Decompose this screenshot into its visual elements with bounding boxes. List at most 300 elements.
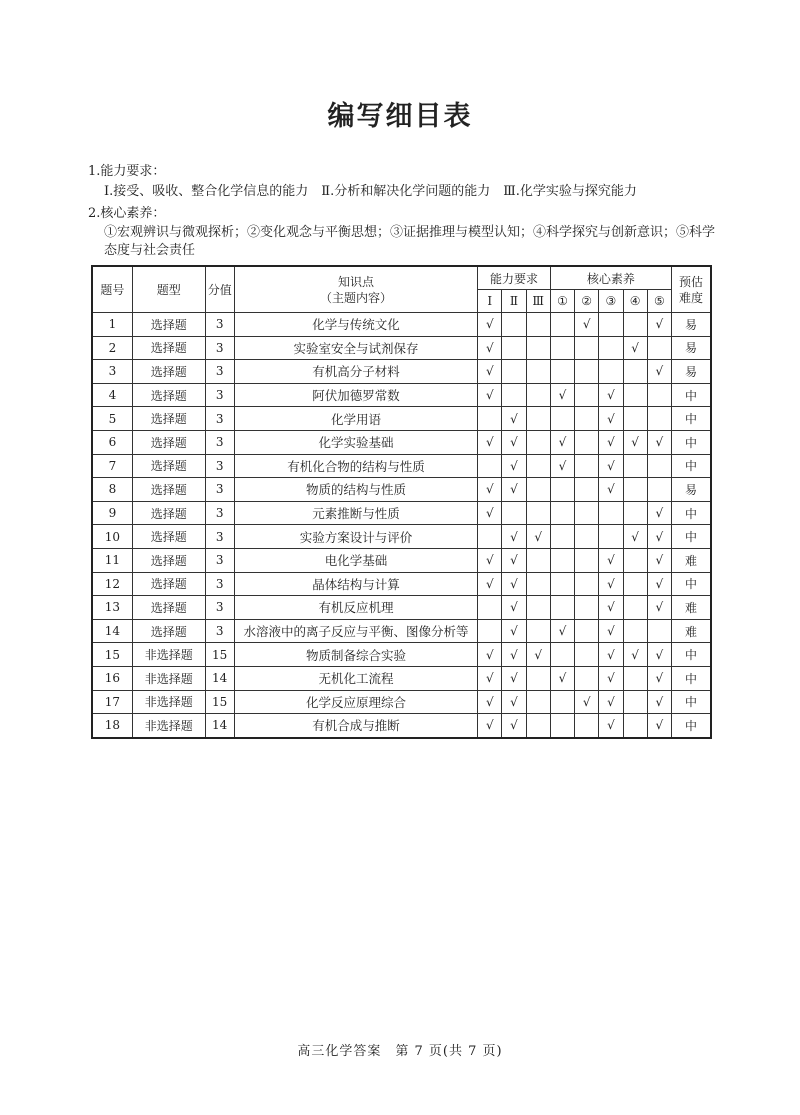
row-topic: 元素推断与性质: [234, 501, 477, 525]
row-score: 3: [205, 454, 234, 478]
literacy-mark-cell: [623, 501, 647, 525]
literacy-mark-cell: [550, 572, 574, 596]
header-ability-group: 能力要求: [478, 266, 551, 290]
literacy-mark-cell: [647, 714, 671, 738]
ability-mark-cell: [502, 572, 526, 596]
check-mark-icon: √: [485, 553, 494, 568]
ability-mark-cell: [478, 548, 502, 572]
literacy-mark-cell: [575, 478, 599, 502]
row-difficulty: 中: [671, 525, 711, 549]
header-literacy-2: ②: [575, 290, 599, 313]
literacy-items: ①宏观辨识与微观探析；②变化观念与平衡思想；③证据推理与模型认知；④科学探究与创新意识；⑤科学态度与社会责任: [104, 225, 716, 258]
ability-mark-cell: [478, 360, 502, 384]
literacy-mark-cell: [623, 336, 647, 360]
ability-mark-cell: [478, 690, 502, 714]
table-row: [92, 666, 711, 690]
check-mark-icon: √: [582, 317, 591, 332]
table-row: [92, 525, 711, 549]
literacy-mark-cell: [647, 525, 671, 549]
literacy-mark-cell: [575, 714, 599, 738]
literacy-mark-cell: [599, 714, 623, 738]
ability-mark-cell: [526, 596, 550, 620]
row-score: 14: [205, 714, 234, 738]
ability-mark-cell: [526, 430, 550, 454]
check-mark-icon: √: [655, 647, 664, 662]
header-difficulty: [671, 266, 711, 313]
check-mark-icon: √: [631, 647, 639, 662]
literacy-mark-cell: [599, 548, 623, 572]
literacy-mark-cell: [575, 666, 599, 690]
literacy-heading: 2.核心素养：: [88, 206, 166, 221]
row-type: 非选择题: [132, 666, 205, 690]
ability-mark-cell: [526, 478, 550, 502]
ability-mark-cell: [502, 525, 526, 549]
literacy-mark-cell: [550, 501, 574, 525]
row-difficulty: 易: [671, 360, 711, 384]
header-type: 题型: [132, 266, 205, 313]
header-difficulty-line2: 难度: [678, 290, 703, 305]
table-row: [92, 383, 711, 407]
row-num: 9: [92, 501, 132, 525]
row-topic: 电化学基础: [234, 548, 477, 572]
row-num: 12: [92, 572, 132, 596]
literacy-mark-cell: [599, 478, 623, 502]
row-difficulty: 中: [671, 430, 711, 454]
literacy-mark-cell: [550, 478, 574, 502]
check-mark-icon: √: [558, 624, 567, 639]
literacy-mark-cell: [575, 596, 599, 620]
ability-mark-cell: [526, 360, 550, 384]
check-mark-icon: √: [510, 671, 518, 686]
ability-mark-cell: [526, 548, 550, 572]
check-mark-icon: √: [607, 553, 615, 568]
literacy-mark-cell: [623, 548, 647, 572]
ability-mark-cell: [478, 501, 502, 525]
check-mark-icon: √: [607, 576, 615, 591]
header-literacy-3: ③: [599, 290, 623, 313]
check-mark-icon: √: [510, 553, 518, 568]
row-score: 3: [205, 525, 234, 549]
ability-mark-cell: [526, 714, 550, 738]
literacy-mark-cell: [575, 501, 599, 525]
row-topic: 阿伏加德罗常数: [234, 383, 477, 407]
check-mark-icon: √: [510, 576, 518, 591]
row-score: 15: [205, 690, 234, 714]
row-topic: 化学反应原理综合: [234, 690, 477, 714]
literacy-mark-cell: [550, 360, 574, 384]
literacy-mark-cell: [550, 313, 574, 337]
row-num: 18: [92, 714, 132, 738]
header-num: 题号: [92, 266, 132, 313]
row-type: 选择题: [132, 360, 205, 384]
literacy-mark-cell: [550, 548, 574, 572]
row-type: 选择题: [132, 383, 205, 407]
literacy-mark-cell: [623, 690, 647, 714]
ability-mark-cell: [478, 666, 502, 690]
header-ability-3: Ⅲ: [526, 290, 550, 313]
literacy-mark-cell: [599, 596, 623, 620]
ability-mark-cell: [526, 666, 550, 690]
ability-mark-cell: [478, 478, 502, 502]
row-topic: 化学用语: [234, 407, 477, 431]
literacy-mark-cell: [575, 572, 599, 596]
row-difficulty: 中: [671, 690, 711, 714]
row-score: 3: [205, 478, 234, 502]
ability-mark-cell: [526, 619, 550, 643]
row-num: 13: [92, 596, 132, 620]
literacy-mark-cell: [599, 383, 623, 407]
table-row: [92, 548, 711, 572]
row-topic: 物质的结构与性质: [234, 478, 477, 502]
check-mark-icon: √: [510, 647, 518, 662]
literacy-mark-cell: [599, 336, 623, 360]
literacy-mark-cell: [550, 407, 574, 431]
literacy-mark-cell: [599, 360, 623, 384]
row-type: 选择题: [132, 336, 205, 360]
check-mark-icon: √: [631, 529, 639, 544]
row-difficulty: 中: [671, 501, 711, 525]
check-mark-icon: √: [655, 694, 664, 709]
ability-mark-cell: [526, 454, 550, 478]
literacy-mark-cell: [550, 643, 574, 667]
check-mark-icon: √: [485, 388, 494, 403]
table-row: [92, 313, 711, 337]
literacy-mark-cell: [599, 454, 623, 478]
literacy-mark-cell: [623, 619, 647, 643]
ability-mark-cell: [502, 360, 526, 384]
literacy-mark-cell: [623, 313, 647, 337]
literacy-mark-cell: [550, 454, 574, 478]
check-mark-icon: √: [485, 694, 494, 709]
literacy-mark-cell: [647, 619, 671, 643]
ability-mark-cell: [526, 572, 550, 596]
ability-mark-cell: [502, 643, 526, 667]
row-score: 3: [205, 596, 234, 620]
literacy-mark-cell: [575, 619, 599, 643]
row-score: 3: [205, 407, 234, 431]
literacy-mark-cell: [550, 666, 574, 690]
ability-mark-cell: [502, 478, 526, 502]
row-score: 3: [205, 619, 234, 643]
row-num: 17: [92, 690, 132, 714]
literacy-mark-cell: [550, 619, 574, 643]
check-mark-icon: √: [510, 411, 518, 426]
ability-mark-cell: [526, 690, 550, 714]
ability-mark-cell: [502, 714, 526, 738]
ability-mark-cell: [478, 525, 502, 549]
check-mark-icon: √: [655, 671, 664, 686]
row-num: 10: [92, 525, 132, 549]
literacy-mark-cell: [623, 478, 647, 502]
row-score: 3: [205, 501, 234, 525]
table-row: [92, 360, 711, 384]
row-difficulty: 难: [671, 548, 711, 572]
check-mark-icon: √: [485, 482, 494, 497]
literacy-mark-cell: [647, 360, 671, 384]
ability-mark-cell: [502, 619, 526, 643]
literacy-mark-cell: [647, 690, 671, 714]
check-mark-icon: √: [607, 624, 615, 639]
header-knowledge-line1: 知识点: [337, 274, 374, 289]
check-mark-icon: √: [510, 458, 518, 473]
row-type: 选择题: [132, 596, 205, 620]
page-footer: 高三化学答案 第 7 页(共 7 页): [297, 1044, 503, 1059]
ability-mark-cell: [478, 383, 502, 407]
check-mark-icon: √: [485, 671, 494, 686]
check-mark-icon: √: [558, 435, 567, 450]
check-mark-icon: √: [510, 529, 518, 544]
row-type: 选择题: [132, 454, 205, 478]
literacy-mark-cell: [623, 454, 647, 478]
ability-mark-cell: [478, 714, 502, 738]
row-difficulty: 中: [671, 643, 711, 667]
header-difficulty-line1: 预估: [678, 274, 703, 289]
ability-heading: 1.能力要求：: [88, 164, 166, 179]
row-difficulty: 中: [671, 666, 711, 690]
row-topic: 无机化工流程: [234, 666, 477, 690]
literacy-mark-cell: [647, 501, 671, 525]
ability-mark-cell: [502, 407, 526, 431]
literacy-mark-cell: [623, 360, 647, 384]
ability-mark-cell: [502, 548, 526, 572]
literacy-mark-cell: [623, 714, 647, 738]
ability-mark-cell: [526, 383, 550, 407]
literacy-mark-cell: [575, 336, 599, 360]
row-topic: 有机高分子材料: [234, 360, 477, 384]
check-mark-icon: √: [485, 364, 494, 379]
row-difficulty: 中: [671, 407, 711, 431]
ability-mark-cell: [526, 336, 550, 360]
literacy-mark-cell: [647, 430, 671, 454]
check-mark-icon: √: [510, 482, 518, 497]
row-topic: 实验室安全与试剂保存: [234, 336, 477, 360]
literacy-mark-cell: [599, 430, 623, 454]
literacy-mark-cell: [623, 525, 647, 549]
literacy-mark-cell: [550, 596, 574, 620]
check-mark-icon: √: [655, 435, 664, 450]
ability-mark-cell: [502, 501, 526, 525]
check-mark-icon: √: [485, 317, 494, 332]
literacy-mark-cell: [550, 336, 574, 360]
check-mark-icon: √: [485, 647, 494, 662]
row-type: 非选择题: [132, 690, 205, 714]
ability-mark-cell: [526, 407, 550, 431]
row-score: 3: [205, 430, 234, 454]
row-num: 5: [92, 407, 132, 431]
check-mark-icon: √: [510, 624, 518, 639]
literacy-mark-cell: [550, 430, 574, 454]
literacy-mark-cell: [599, 666, 623, 690]
check-mark-icon: √: [607, 388, 615, 403]
row-score: 14: [205, 666, 234, 690]
literacy-mark-cell: [647, 454, 671, 478]
check-mark-icon: √: [607, 435, 615, 450]
check-mark-icon: √: [534, 529, 543, 544]
table-row: [92, 430, 711, 454]
check-mark-icon: √: [510, 694, 518, 709]
literacy-mark-cell: [550, 383, 574, 407]
header-literacy-5: ⑤: [647, 290, 671, 313]
check-mark-icon: √: [655, 317, 664, 332]
row-type: 选择题: [132, 619, 205, 643]
literacy-mark-cell: [575, 430, 599, 454]
table-row: [92, 643, 711, 667]
check-mark-icon: √: [655, 600, 664, 615]
row-topic: 实验方案设计与评价: [234, 525, 477, 549]
row-topic: 有机反应机理: [234, 596, 477, 620]
literacy-mark-cell: [647, 336, 671, 360]
literacy-mark-cell: [599, 313, 623, 337]
table-row: [92, 596, 711, 620]
table-row: [92, 619, 711, 643]
header-knowledge: [234, 266, 477, 313]
check-mark-icon: √: [607, 600, 615, 615]
ability-mark-cell: [502, 383, 526, 407]
check-mark-icon: √: [485, 340, 494, 355]
literacy-mark-cell: [623, 407, 647, 431]
ability-mark-cell: [526, 501, 550, 525]
check-mark-icon: √: [534, 647, 543, 662]
check-mark-icon: √: [510, 435, 518, 450]
ability-mark-cell: [478, 430, 502, 454]
check-mark-icon: √: [607, 482, 615, 497]
row-num: 7: [92, 454, 132, 478]
header-ability-1: Ⅰ: [478, 290, 502, 313]
row-topic: 化学实验基础: [234, 430, 477, 454]
literacy-mark-cell: [647, 572, 671, 596]
row-type: 选择题: [132, 501, 205, 525]
check-mark-icon: √: [655, 364, 664, 379]
check-mark-icon: √: [558, 458, 567, 473]
ability-mark-cell: [502, 596, 526, 620]
row-num: 8: [92, 478, 132, 502]
ability-mark-cell: [478, 336, 502, 360]
row-difficulty: 中: [671, 714, 711, 738]
literacy-mark-cell: [599, 690, 623, 714]
ability-mark-cell: [478, 454, 502, 478]
literacy-mark-cell: [647, 596, 671, 620]
row-type: 非选择题: [132, 714, 205, 738]
literacy-mark-cell: [647, 548, 671, 572]
ability-mark-cell: [502, 690, 526, 714]
row-score: 3: [205, 572, 234, 596]
header-literacy-group: 核心素养: [550, 266, 671, 290]
literacy-mark-cell: [575, 313, 599, 337]
check-mark-icon: √: [485, 435, 494, 450]
header-score: 分值: [205, 266, 234, 313]
check-mark-icon: √: [607, 411, 615, 426]
ability-mark-cell: [478, 596, 502, 620]
row-difficulty: 难: [671, 619, 711, 643]
literacy-mark-cell: [575, 360, 599, 384]
literacy-mark-cell: [623, 572, 647, 596]
check-mark-icon: √: [485, 506, 494, 521]
ability-mark-cell: [526, 313, 550, 337]
check-mark-icon: √: [485, 718, 494, 733]
check-mark-icon: √: [631, 435, 639, 450]
row-type: 选择题: [132, 313, 205, 337]
ability-mark-cell: [478, 643, 502, 667]
row-topic: 有机化合物的结构与性质: [234, 454, 477, 478]
row-num: 4: [92, 383, 132, 407]
table-row: [92, 478, 711, 502]
literacy-mark-cell: [575, 407, 599, 431]
literacy-mark-cell: [599, 643, 623, 667]
row-num: 1: [92, 313, 132, 337]
row-difficulty: 易: [671, 478, 711, 502]
row-score: 3: [205, 336, 234, 360]
literacy-mark-cell: [575, 383, 599, 407]
literacy-mark-cell: [623, 666, 647, 690]
ability-mark-cell: [478, 313, 502, 337]
table-body: [92, 313, 711, 738]
literacy-mark-cell: [575, 525, 599, 549]
literacy-mark-cell: [647, 407, 671, 431]
row-type: 非选择题: [132, 643, 205, 667]
literacy-mark-cell: [575, 690, 599, 714]
literacy-mark-cell: [647, 643, 671, 667]
row-num: 15: [92, 643, 132, 667]
literacy-mark-cell: [647, 666, 671, 690]
ability-mark-cell: [502, 454, 526, 478]
row-difficulty: 中: [671, 454, 711, 478]
literacy-mark-cell: [599, 572, 623, 596]
check-mark-icon: √: [485, 576, 494, 591]
row-topic: 化学与传统文化: [234, 313, 477, 337]
table-row: [92, 714, 711, 738]
check-mark-icon: √: [558, 388, 567, 403]
check-mark-icon: √: [607, 647, 615, 662]
row-topic: 晶体结构与计算: [234, 572, 477, 596]
row-score: 3: [205, 383, 234, 407]
literacy-mark-cell: [550, 690, 574, 714]
row-num: 6: [92, 430, 132, 454]
table-row: [92, 407, 711, 431]
specification-table: [91, 265, 712, 739]
check-mark-icon: √: [607, 718, 615, 733]
check-mark-icon: √: [582, 694, 591, 709]
row-type: 选择题: [132, 478, 205, 502]
ability-mark-cell: [526, 643, 550, 667]
literacy-mark-cell: [550, 525, 574, 549]
ability-mark-cell: [502, 313, 526, 337]
row-topic: 水溶液中的离子反应与平衡、图像分析等: [234, 619, 477, 643]
literacy-mark-cell: [623, 643, 647, 667]
literacy-mark-cell: [575, 548, 599, 572]
literacy-mark-cell: [575, 454, 599, 478]
ability-mark-cell: [502, 666, 526, 690]
row-difficulty: 易: [671, 336, 711, 360]
row-type: 选择题: [132, 407, 205, 431]
literacy-mark-cell: [623, 383, 647, 407]
row-num: 11: [92, 548, 132, 572]
row-type: 选择题: [132, 548, 205, 572]
header-literacy-1: ①: [550, 290, 574, 313]
check-mark-icon: √: [655, 506, 664, 521]
literacy-mark-cell: [623, 596, 647, 620]
check-mark-icon: √: [510, 600, 518, 615]
row-score: 3: [205, 548, 234, 572]
table-row: [92, 572, 711, 596]
row-num: 3: [92, 360, 132, 384]
literacy-mark-cell: [575, 643, 599, 667]
table-row: [92, 454, 711, 478]
row-topic: 有机合成与推断: [234, 714, 477, 738]
ability-mark-cell: [502, 336, 526, 360]
literacy-mark-cell: [647, 383, 671, 407]
row-type: 选择题: [132, 572, 205, 596]
literacy-mark-cell: [599, 525, 623, 549]
